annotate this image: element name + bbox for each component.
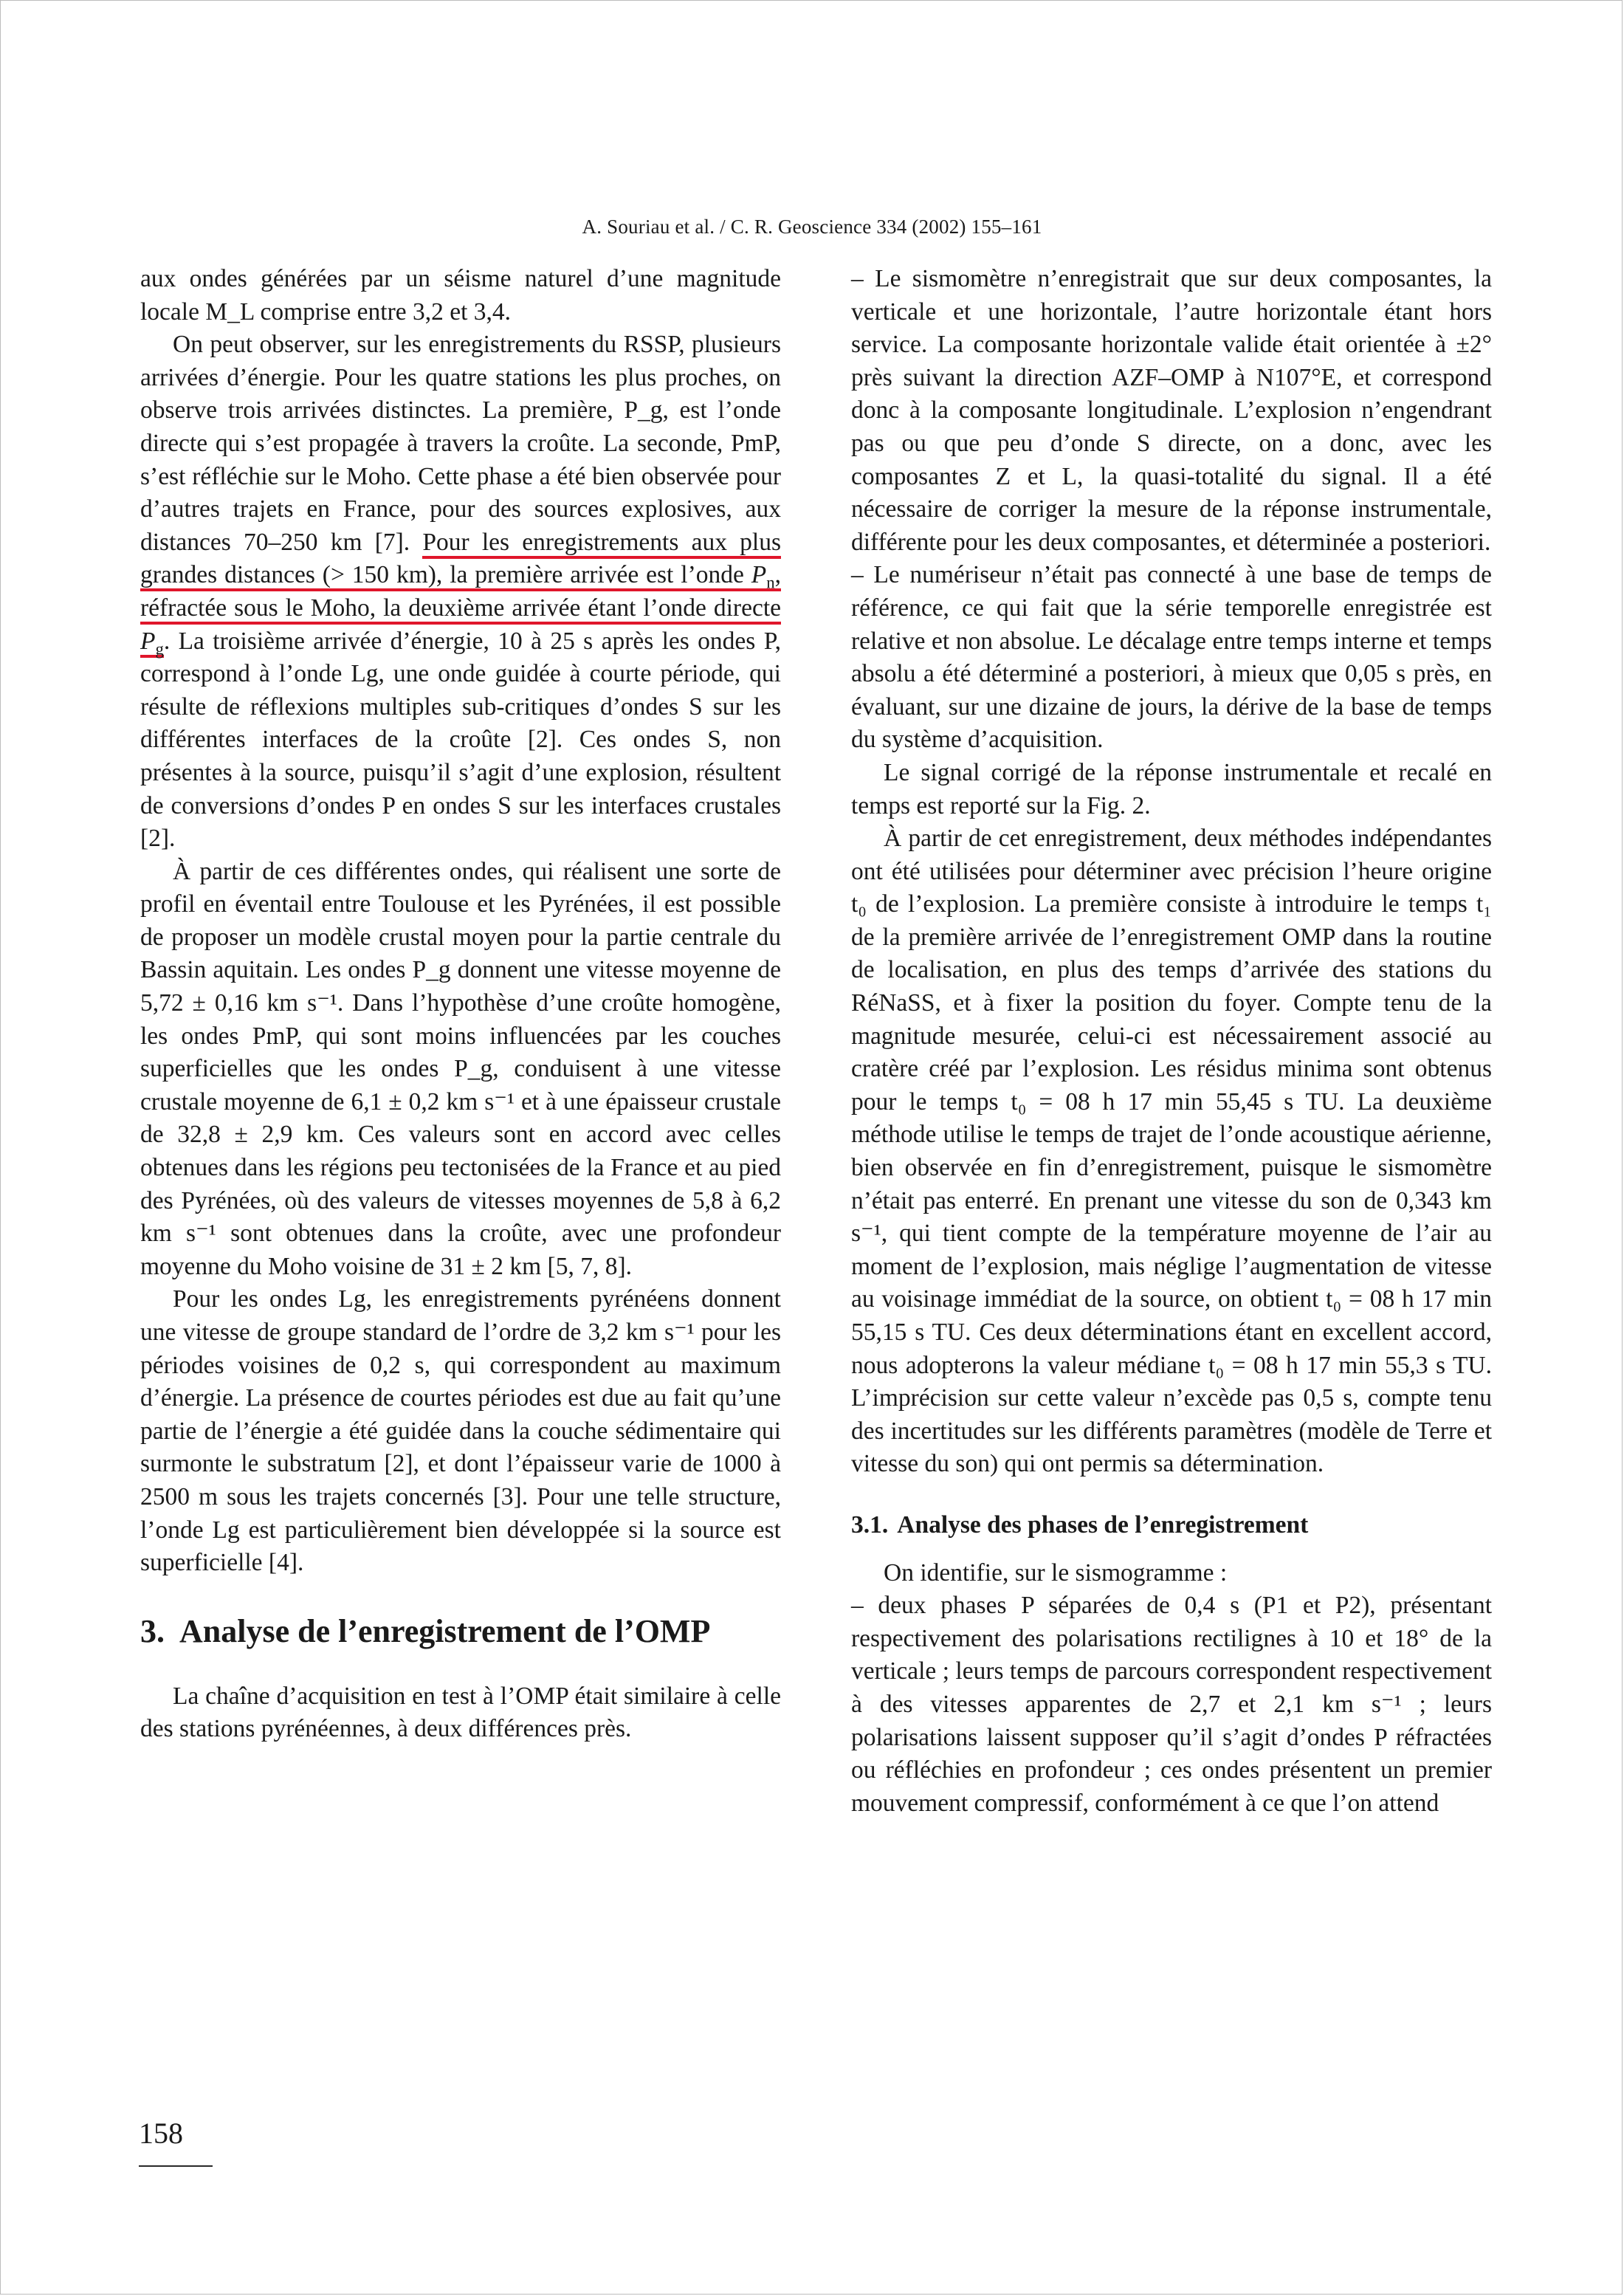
paragraph: aux ondes générées par un séisme naturel d’une magnitude locale M_L comprise entre 3,2 et 3,4.: [140, 265, 781, 326]
math-symbol: P: [140, 627, 156, 655]
section-heading: [140, 1611, 781, 1652]
page-number-rule: [139, 2165, 213, 2167]
math-subscript: n: [766, 574, 775, 593]
math-symbol: P: [751, 561, 767, 589]
paragraph: La chaîne d’acquisition en test à l’OMP était similaire à celle des stations pyrénéennes, à deux différences près.: [140, 1682, 781, 1743]
section-number: 3.: [140, 1612, 165, 1649]
subsection-title: Analyse des phases de l’enregistrement: [897, 1510, 1309, 1539]
paragraph-with-highlight: [140, 329, 781, 856]
paragraph: À partir de cet enregistrement, deux méthodes indépendantes ont été utilisées pour déterminer avec précision l’heure origine t₀ de l’explosion. La première consiste à introduire le temps t₁ de la première arrivée de l’enregistrement OMP dans la routine de localisation, en plus des temps d’arrivée des stations du RéNaSS, et à fixer la position du foyer. Compte tenu de la magnitude mesurée, celui-ci est nécessairement associé au cratère créé par l’explosion. Les résidus minima sont obtenus pour le temps t₀ = 08 h 17 min 55,45 s TU. La deuxième méthode utilise le temps de trajet de l’onde acoustique aérienne, bien observée en fin d’enregistrement, puisque le sismomètre n’était pas enterré. En prenant une vitesse du son de 0,343 km s⁻¹, qui tient compte de la température moyenne de l’air au moment de l’explosion, mais néglige l’augmentation de vitesse au voisinage immédiat de la source, on obtient t₀ = 08 h 17 min 55,15 s TU. Ces deux déterminations étant en excellent accord, nous adopterons la valeur médiane t₀ = 08 h 17 min 55,3 s TU. L’imprécision sur cette valeur n’excède pas 0,5 s, compte tenu des incertitudes sur les différents paramètres (modèle de Terre et vitesse du son) qui ont permis sa détermination.: [851, 825, 1492, 1478]
paragraph: – Le numériseur n’était pas connecté à une base de temps de référence, ce qui fait que la série temporelle enregistrée est relative et non absolue. Le décalage entre temps interne et temps absolu a été déterminé a posteriori, à mieux que 0,05 s près, en évaluant, sur une dizaine de jours, la dérive de la base de temps du système d’acquisition.: [851, 561, 1492, 754]
paragraph: On identifie, sur le sismogramme :: [884, 1558, 1228, 1587]
paragraph: Pour les ondes Lg, les enregistrements pyrénéens donnent une vitesse de groupe standard de l’ordre de 3,2 km s⁻¹ pour les périodes voisines de 0,2 s, qui correspondent au maximum d’énergie. La présence de courtes périodes est due au fait qu’une partie de l’énergie a été guidée dans la couche sédimentaire qui surmonte le substratum [2], et dont l’épaisseur varie de 1000 à 2500 m sous les trajets concernés [3]. Pour une telle structure, l’onde Lg est particulièrement bien développée si la source est superficielle [4].: [140, 1285, 781, 1577]
paragraph: Le signal corrigé de la réponse instrumentale et recalé en temps est reporté sur la Fig. 2.: [851, 758, 1492, 819]
highlight-text: , réfractée sous le Moho, la deuxième arrivée étant l’onde directe: [140, 561, 781, 622]
highlight-text: Pour les enregistrements aux plus grandes distances (> 150 km), la première arrivée est l’onde: [140, 528, 781, 589]
running-header: A. Souriau et al. / C. R. Geoscience 334 (2002) 155–161: [582, 216, 1042, 238]
right-column: [851, 263, 1492, 1820]
paragraph: À partir de ces différentes ondes, qui réalisent une sorte de profil en éventail entre Toulouse et les Pyrénées, il est possible de proposer un modèle crustal moyen pour la partie centrale du Bassin aquitain. Les ondes P_g donnent une vitesse moyenne de 5,72 ± 0,16 km s⁻¹. Dans l’hypothèse d’une croûte homogène, les ondes PmP, qui sont moins influencées par les couches superficielles que les ondes P_g, conduisent à une vitesse crustale moyenne de 6,1 ± 0,2 km s⁻¹ et à une épaisseur crustale de 32,8 ± 2,9 km. Ces valeurs sont en accord avec celles obtenues dans les régions peu tectonisées de la France et au pied des Pyrénées, où des valeurs de vitesses moyennes de 5,8 à 6,2 km s⁻¹ sont obtenues dans la croûte, avec une profondeur moyenne du Moho voisine de 31 ± 2 km [5, 7, 8].: [140, 857, 781, 1280]
paragraph-text: . La troisième arrivée d’énergie, 10 à 25 s après les ondes P, correspond à l’onde Lg, une onde guidée à courte période, qui résulte de réflexions multiples sub-critiques d’ondes S sur les différentes interfaces de la croûte [2]. Ces ondes S, non présentes à la source, puisqu’il s’agit d’une explosion, résultent de conversions d’ondes P en ondes S sur les interfaces crustales [2].: [140, 627, 781, 853]
math-subscript: g: [155, 639, 164, 659]
paragraph-text: On peut observer, sur les enregistrements du RSSP, plusieurs arrivées d’énergie. Pour les quatre stations les plus proches, on observe trois arrivées distinctes. La première, P_g, est l’onde directe qui s’est propagée à travers la croûte. La seconde, PmP, s’est réfléchie sur le Moho. Cette phase a été bien observée pour d’autres trajets en France, pour des sources explosives, aux distances 70–250 km [7].: [140, 331, 781, 556]
section-title: Analyse de l’enregistrement de l’OMP: [179, 1612, 711, 1649]
left-column: [140, 263, 781, 1746]
paragraph: – Le sismomètre n’enregistrait que sur deux composantes, la verticale et une horizontale, l’autre horizontale étant hors service. La composante horizontale valide était orientée à ±2° près suivant la direction AZF–OMP à N107°E, et correspond donc à la composante longitudinale. L’explosion n’engendrant pas ou que peu d’onde S directe, on a donc, avec les composantes Z et L, la quasi-totalité du signal. Il a été nécessaire de corriger la mesure de la réponse instrumentale, différente pour les deux composantes, et déterminée a posteriori.: [851, 265, 1492, 556]
subsection-heading: [851, 1509, 1492, 1542]
paragraph: – deux phases P séparées de 0,4 s (P1 et P2), présentant respectivement des polarisations rectilignes à 10 et 18° de la verticale ; leurs temps de parcours correspondent respectivement à des vitesses apparentes de 2,7 et 2,1 km s⁻¹ ; leurs polarisations laissent supposer qu’il s’agit d’ondes P réfractées ou réfléchies en profondeur ; ces ondes présentent un premier mouvement compressif, conformément à ce que l’on attend: [851, 1592, 1492, 1817]
page-number: 158: [139, 2117, 183, 2150]
subsection-number: 3.1.: [851, 1510, 889, 1539]
